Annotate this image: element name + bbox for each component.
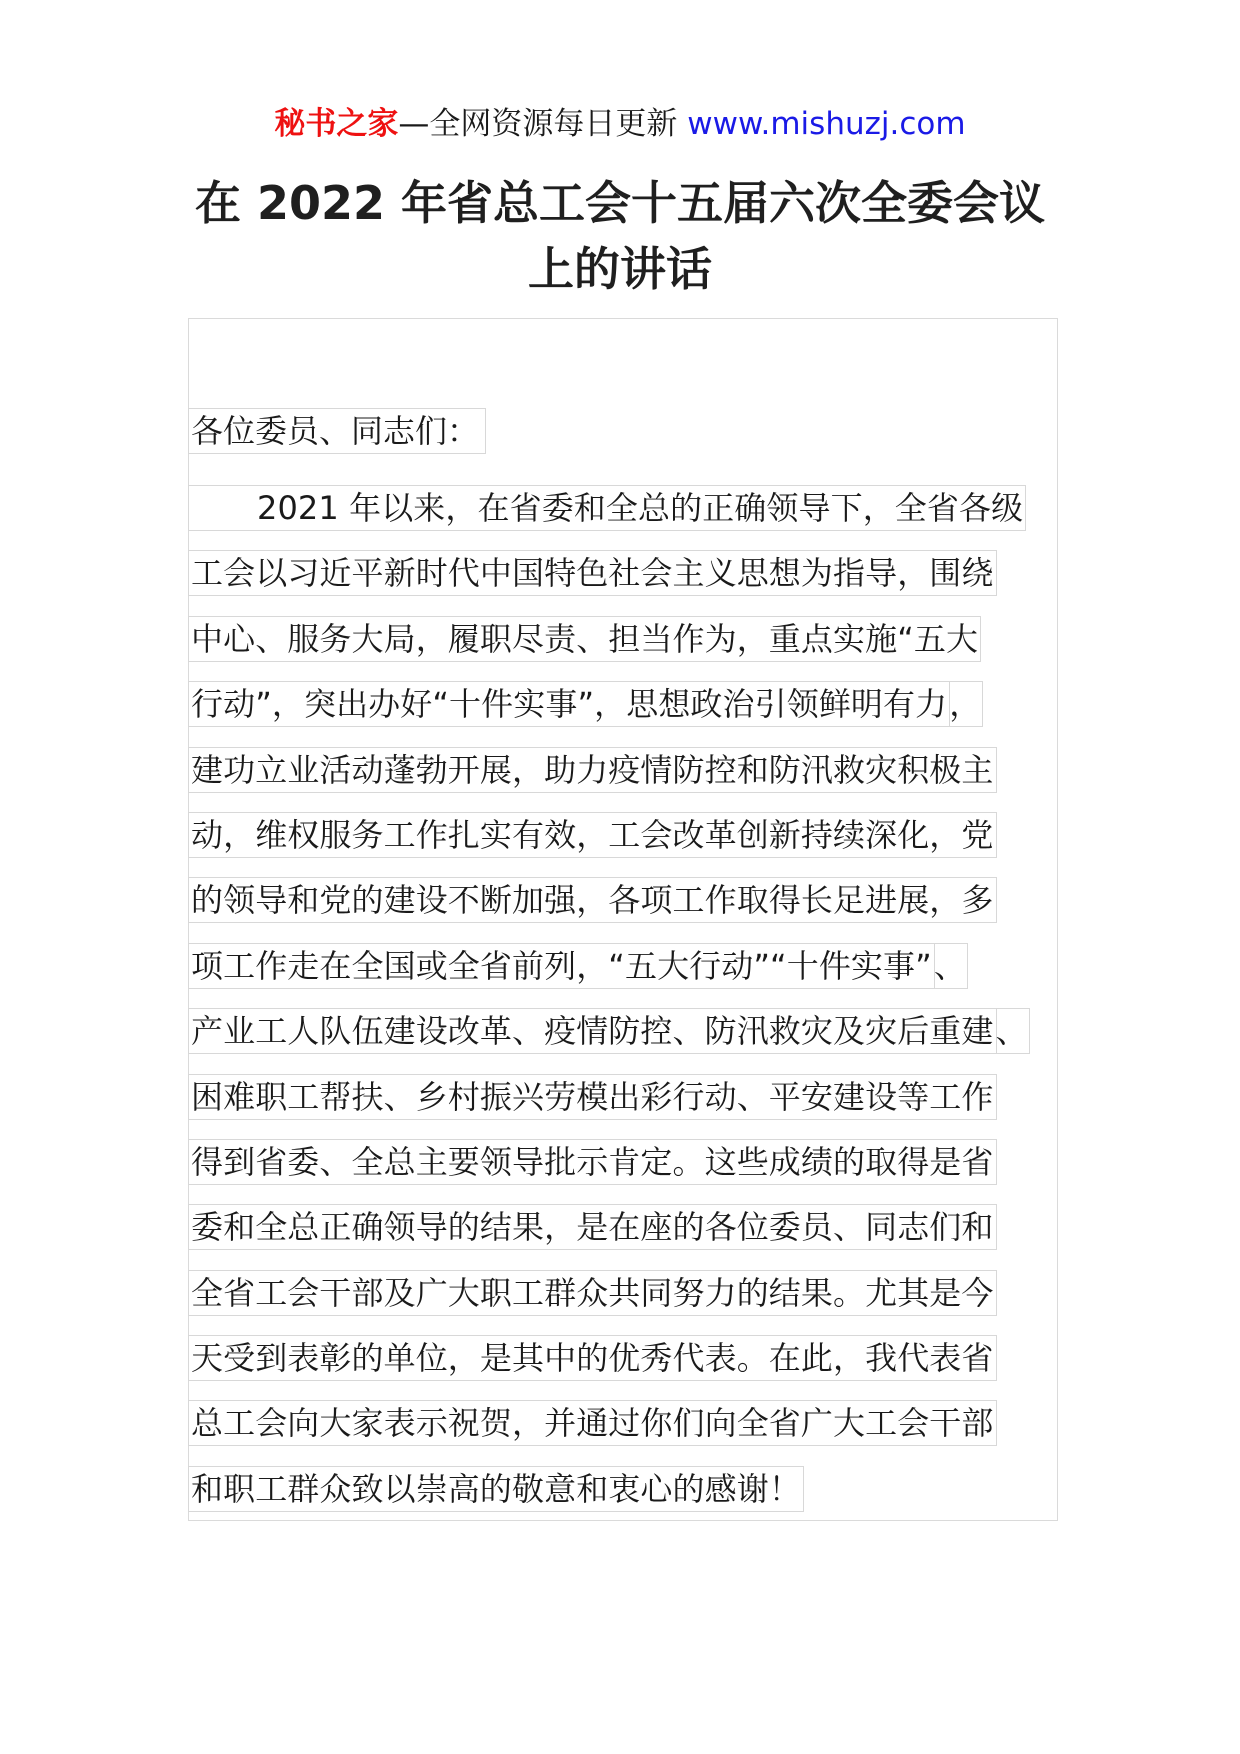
paragraph-line: 行动”，突出办好“十件实事”，思想政治引领鲜明有力 (188, 681, 950, 727)
paragraph-line-row (188, 877, 1088, 942)
paragraph-line-row (188, 1400, 1088, 1465)
line-overflow-punctuation: ， (949, 681, 983, 727)
line-overflow-punctuation: 、 (934, 943, 968, 989)
paragraph-line-row (188, 747, 1088, 812)
paragraph-line: 得到省委、全总主要领导批示肯定。这些成绩的取得是省 (188, 1139, 997, 1185)
paragraph-line: 的领导和党的建设不断加强，各项工作取得长足进展，多 (188, 877, 997, 923)
document-title (150, 170, 1090, 302)
paragraph-line-row (188, 616, 1088, 681)
paragraph-line-row (188, 681, 1088, 746)
paragraph-line-row (188, 485, 1088, 550)
line-overflow-punctuation: 、 (996, 1008, 1030, 1054)
paragraph-line: 中心、服务大局，履职尽责、担当作为，重点实施“五大 (188, 616, 981, 662)
site-header (0, 100, 1240, 148)
paragraph-line-row (188, 1008, 1088, 1073)
paragraph-line-row (188, 550, 1088, 615)
paragraph-line: 2021 年以来，在省委和全总的正确领导下，全省各级 (188, 485, 1026, 531)
paragraph-line-row (188, 1270, 1088, 1335)
paragraph-line-row (188, 943, 1088, 1008)
brand-name: 秘书之家 (274, 106, 399, 142)
paragraph-line: 产业工人队伍建设改革、疫情防控、防汛救灾及灾后重建 (188, 1008, 997, 1054)
paragraph-line: 困难职工帮扶、乡村振兴劳模出彩行动、平安建设等工作 (188, 1074, 997, 1120)
paragraph-line: 项工作走在全国或全省前列，“五大行动”“十件实事” (188, 943, 935, 989)
paragraph-line-row (188, 1074, 1088, 1139)
paragraph-line: 建功立业活动蓬勃开展，助力疫情防控和防汛救灾积极主 (188, 747, 997, 793)
paragraph-line: 总工会向大家表示祝贺，并通过你们向全省广大工会干部 (188, 1400, 997, 1446)
title-line-2: 上的讲话 (528, 242, 712, 296)
paragraph-line-row (188, 1204, 1088, 1269)
paragraph-line-row (188, 1335, 1088, 1400)
paragraph-line: 全省工会干部及广大职工群众共同努力的结果。尤其是今 (188, 1270, 997, 1316)
paragraph-line: 天受到表彰的单位，是其中的优秀代表。在此，我代表省 (188, 1335, 997, 1381)
paragraph-line: 和职工群众致以崇高的敬意和衷心的感谢！ (188, 1466, 804, 1512)
header-tagline: —全网资源每日更新 (398, 106, 678, 142)
paragraph-line: 委和全总正确领导的结果，是在座的各位委员、同志们和 (188, 1204, 997, 1250)
body-paragraph (188, 485, 1088, 1531)
paragraph-line-row (188, 1466, 1088, 1531)
title-line-1: 在 2022 年省总工会十五届六次全委会议 (194, 176, 1046, 230)
greeting: 各位委员、同志们： (188, 408, 486, 454)
paragraph-line: 工会以习近平新时代中国特色社会主义思想为指导，围绕 (188, 550, 997, 596)
paragraph-line-row (188, 812, 1088, 877)
paragraph-line: 动，维权服务工作扎实有效，工会改革创新持续深化，党 (188, 812, 997, 858)
paragraph-line-row (188, 1139, 1088, 1204)
site-url-link[interactable]: www.mishuzj.com (687, 106, 966, 142)
